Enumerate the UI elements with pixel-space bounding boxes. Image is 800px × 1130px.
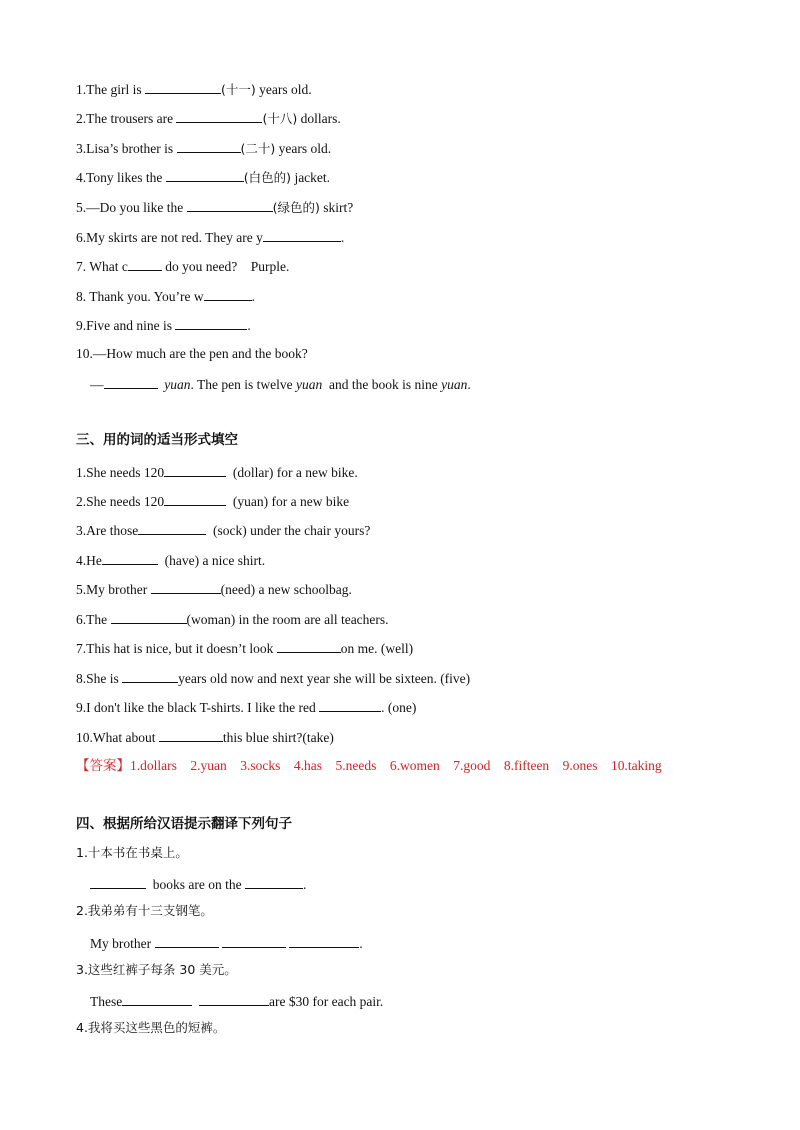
item-text: 7.This hat is nice, but it doesn’t look [76, 641, 277, 656]
item-text: 10.What about [76, 730, 159, 745]
item-text: are $30 for each pair. [268, 994, 384, 1009]
italic-word: yuan [295, 377, 323, 392]
answer-blank[interactable] [289, 935, 359, 948]
item-text: 8.She is [76, 671, 123, 686]
item-text: 3.Lisa’s brother is [76, 141, 177, 156]
answer-blank[interactable] [175, 317, 247, 330]
s2-item-9 [76, 317, 251, 333]
item-text: . (one) [381, 700, 417, 715]
item-text: 4.Tony likes the [76, 170, 166, 185]
item-text: . [467, 377, 471, 392]
s3-item-10 [76, 729, 334, 745]
answer-blank[interactable] [164, 493, 226, 506]
item-text: 2.The trousers are [76, 111, 177, 126]
item-text: 9.I don't like the black T-shirts. I like the red [76, 700, 320, 715]
item-text: My brother [90, 936, 155, 951]
item-text: do you need? Purple. [161, 259, 290, 274]
item-text: 5.My brother [76, 582, 151, 597]
s3-item-3 [76, 522, 370, 538]
answer-blank[interactable] [151, 581, 221, 594]
item-text: . [340, 230, 345, 245]
s2-item-7 [76, 258, 289, 274]
hint: (二十) [240, 141, 276, 156]
item-text: (sock) under the chair yours? [206, 523, 371, 538]
answer-blank[interactable] [128, 258, 162, 271]
answer-blank[interactable] [159, 729, 223, 742]
s2-item-10 [76, 347, 308, 361]
s4-q1: 1.十本书在书桌上。 [76, 845, 188, 860]
s2-item-2 [76, 110, 341, 126]
answer-blank[interactable] [122, 670, 178, 683]
answer-blank[interactable] [204, 288, 252, 301]
answer-blank[interactable] [199, 993, 269, 1006]
item-text: 1.She needs 120 [76, 465, 165, 480]
s2-item-4 [76, 169, 330, 185]
s3-item-5 [76, 581, 352, 597]
section-4-heading: 四、根据所给汉语提示翻译下列句子 [76, 816, 292, 832]
item-text: (have) a nice shirt. [157, 553, 266, 568]
hint: (十一) [221, 82, 256, 97]
item-text: 4.He [76, 553, 102, 568]
item-text: These [90, 994, 123, 1009]
item-text: 5.—Do you like the [76, 200, 187, 215]
item-text: 10.—How much are the pen and the book? [76, 346, 308, 361]
s2-item-1 [76, 81, 312, 97]
answer-blank[interactable] [319, 699, 381, 712]
answer-blank[interactable] [104, 376, 158, 389]
answer-blank[interactable] [145, 81, 221, 94]
answer-list: 1.dollars 2.yuan 3.socks 4.has 5.needs 6.women 7.good 8.fifteen 9.ones 10.taking [130, 758, 662, 773]
item-text: (woman) in the room are all teachers. [186, 612, 389, 627]
dash: — [90, 377, 104, 392]
answer-blank[interactable] [245, 876, 303, 889]
item-text: 2.She needs 120 [76, 494, 165, 509]
hint: (白色的) [243, 170, 292, 185]
s4-q1-answer [90, 876, 306, 892]
s4-q3-answer [90, 993, 383, 1009]
item-text: dollars. [297, 111, 341, 126]
italic-word: yuan [441, 377, 468, 392]
item-text: . [359, 936, 363, 951]
answer-blank[interactable] [138, 522, 206, 535]
s4-q4: 4.我将买这些黑色的短裤。 [76, 1020, 226, 1035]
answer-blank[interactable] [222, 935, 286, 948]
s3-item-1 [76, 464, 358, 480]
s3-item-8 [76, 670, 470, 686]
item-text: on me. (well) [340, 641, 414, 656]
item-text: . [247, 318, 251, 333]
answer-blank[interactable] [111, 611, 187, 624]
item-text: 6.My skirts are not red. They are y [76, 230, 263, 245]
item-text: (need) a new schoolbag. [220, 582, 352, 597]
italic-word: yuan [164, 377, 191, 392]
section-3-heading: 三、用的词的适当形式填空 [76, 432, 238, 448]
item-text: 8. Thank you. You’re w [76, 289, 204, 304]
item-text: 1.The girl is [76, 82, 145, 97]
answer-tag: 【答案】 [76, 758, 130, 774]
answer-blank[interactable] [277, 640, 341, 653]
s4-q2: 2.我弟弟有十三支钢笔。 [76, 903, 213, 918]
answer-blank[interactable] [176, 110, 262, 123]
s3-item-4 [76, 552, 265, 568]
s3-item-2 [76, 493, 349, 509]
item-text: 6.The [76, 612, 111, 627]
answer-blank[interactable] [187, 199, 273, 212]
s3-item-9 [76, 699, 416, 715]
item-text: . [251, 289, 255, 304]
hint: (绿色的) [272, 200, 320, 215]
s4-q2-answer [90, 935, 363, 951]
item-text: jacket. [291, 170, 331, 185]
item-text: 3.Are those [76, 523, 139, 538]
item-text: books are on the [146, 877, 245, 892]
item-text: 9.Five and nine is [76, 318, 176, 333]
item-text: (yuan) for a new bike [226, 494, 350, 509]
answer-blank[interactable] [166, 169, 244, 182]
item-text: years old now and next year she will be sixteen. (five) [178, 671, 471, 686]
item-text: this blue shirt?(take) [222, 730, 334, 745]
s2-item-5 [76, 199, 353, 215]
item-text: (dollar) for a new bike. [226, 465, 358, 480]
item-text: 7. What c [76, 259, 128, 274]
s4-q3: 3.这些红裤子每条 30 美元。 [76, 962, 237, 977]
answer-blank[interactable] [122, 993, 192, 1006]
answer-blank[interactable] [102, 552, 158, 565]
item-text: years old. [275, 141, 332, 156]
answer-blank[interactable] [90, 876, 146, 889]
answer-blank[interactable] [263, 229, 341, 242]
item-text: . The pen is twelve [190, 377, 296, 392]
hint: (十八) [262, 111, 298, 126]
s2-item-8 [76, 288, 255, 304]
item-text: years old. [255, 82, 312, 97]
s3-item-7 [76, 640, 413, 656]
s2-item-10-answer [90, 376, 471, 392]
item-text: . [302, 877, 307, 892]
answer-key [76, 759, 662, 774]
item-text: and the book is nine [322, 377, 442, 392]
s2-item-3 [76, 140, 331, 156]
answer-blank[interactable] [155, 935, 219, 948]
s3-item-6 [76, 611, 389, 627]
answer-blank[interactable] [164, 464, 226, 477]
answer-blank[interactable] [177, 140, 241, 153]
s2-item-6 [76, 229, 344, 245]
item-text: skirt? [319, 200, 354, 215]
